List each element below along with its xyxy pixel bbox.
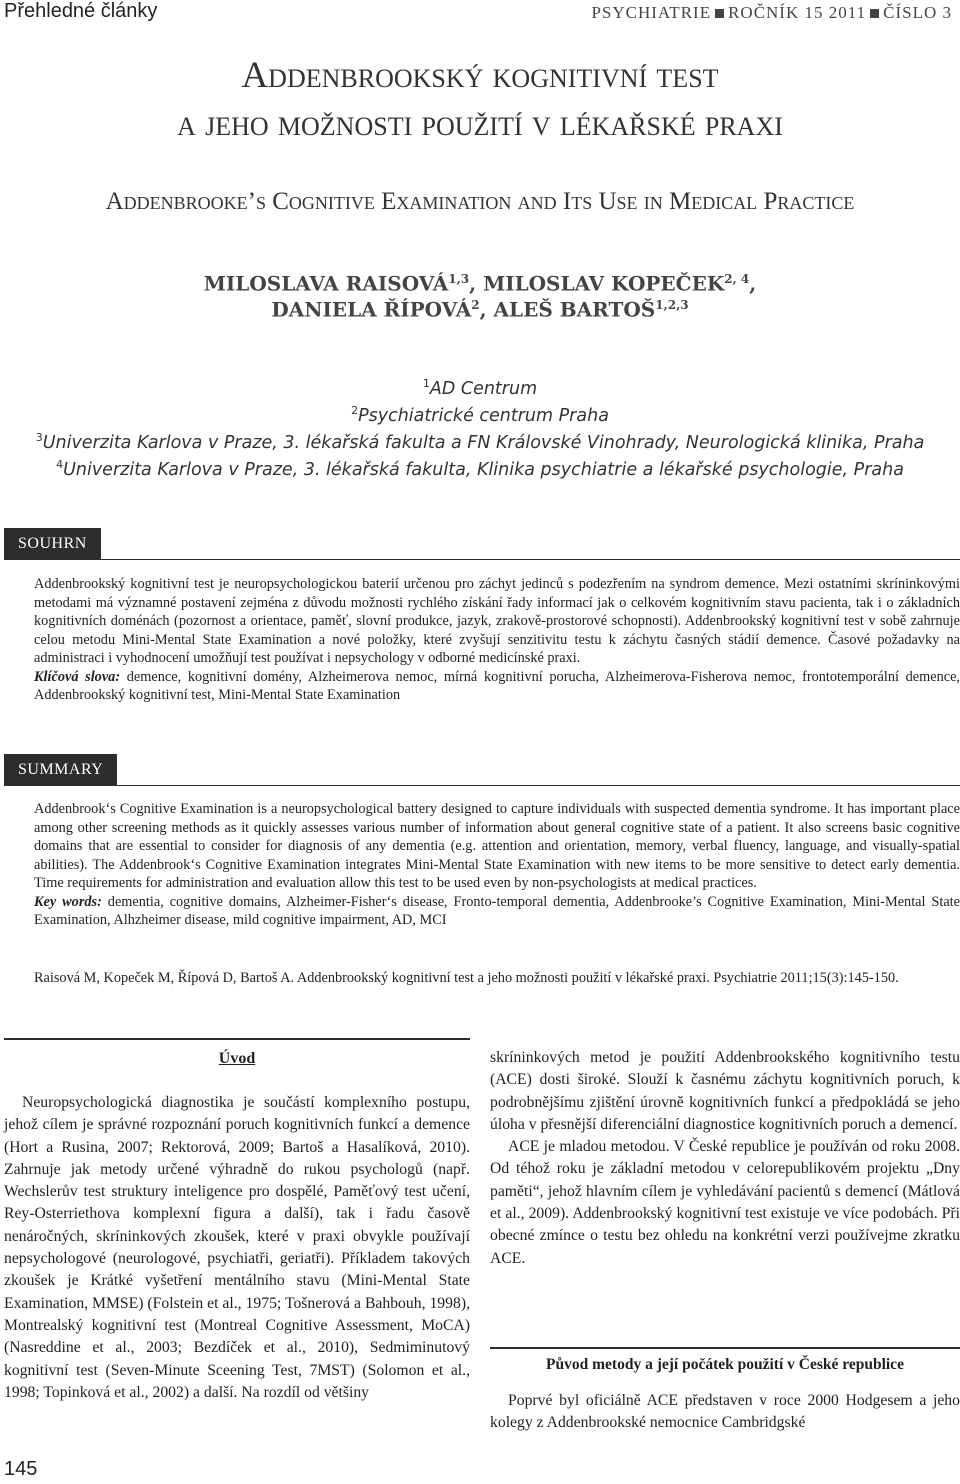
journal-issue: ČÍSLO 3	[883, 3, 952, 22]
square-bullet-icon	[870, 9, 879, 18]
journal-volume: ROČNÍK 15	[728, 3, 824, 22]
page-number: 145	[4, 1458, 38, 1480]
origin-heading: Původ metody a její počátek použití v České republice	[546, 1356, 904, 1373]
journal-name: PSYCHIATRIE	[591, 3, 712, 22]
affiliation-3: $^3$Univerzita Karlova v Praze, 3. lékařská fakulta a FN Královské Vinohrady, Neurologická klinika, Praha	[35, 431, 925, 453]
journal-header	[591, 3, 952, 23]
author-2: MILOSLAV KOPEČEK	[483, 271, 725, 296]
summary-keywords	[34, 893, 960, 930]
souhrn-rule	[4, 559, 960, 560]
intro-paragraph-2: skríninkových metod je použití Addenbrookského kognitivního testu (ACE) dosti široké. Slouží k časnému záchytu kognitivních poruch, k podrobnějšímu zjištění úrovně kognitivních funkcí a předpokládá se jeho úloha v přesnější diferenciální diagnostice kognitivních poruch a demencí.	[490, 1049, 960, 1133]
right-column	[490, 1047, 960, 1270]
summary-rule	[4, 785, 960, 786]
summary-label: SUMMARY	[4, 754, 117, 786]
square-bullet-icon	[715, 9, 724, 18]
souhrn-text: Addenbrookský kognitivní test je neuropsychologickou baterií určenou pro záchyt jedinců s podezřením na syndrom demence. Mezi ostatními skríninkovými metodami má významné postavení zejména z důvodu možnosti rychlého získání řady informací jak o celkovém kognitivním stavu pacienta, tak i o základních kognitivních doménách (pozornost a orientace, paměť, slovní produkce, jazyk, zrakově-prostorové schopnosti). Addenbrookský kognitivní test v sobě zahrnuje celou metodu Mini-Mental State Examination a nové položky, které zvyšují senzitivitu testu k záchytu časných stádií demence. Časové požadavky na administraci i vyhodnocení umožňují test používat i nepsychology v odborné medicínské praxi.	[34, 576, 960, 666]
keywords-text: demence, kognitivní domény, Alzheimerova nemoc, mírná kognitivní porucha, Alzheimerova-Fisherova nemoc, frontotemporální demence, Addenbrookský kognitivní test, Mini-Mental State Examination	[34, 668, 960, 703]
souhrn-abstract	[34, 575, 960, 705]
journal-year: 2011	[828, 3, 867, 22]
author-4-affil: 1,2,3	[655, 298, 689, 312]
heading-rule	[490, 1347, 960, 1349]
souhrn-label: SOUHRN	[4, 528, 101, 560]
left-column	[4, 1092, 470, 1404]
summary-abstract	[34, 800, 960, 930]
intro-paragraph-1: Neuropsychologická diagnostika je součástí komplexního postupu, jehož cílem je správné rozpoznání poruch kognitivních funkcí a demence (Hort a Rusina, 2007; Rektorová, 2009; Bartoš a Hasalíková, 2010). Zahrnuje jak metody určené výhradně do rukou psychologů (např. Wechslerův test struktury inteligence pro dospělé, Paměťový test učení, Rey-Osterriethova komplexní figura a další), tak i řadu časově nenáročných, skríninkových zkoušek, které v praxi obvykle používají nepsychologové (neurologové, psychiatři, geriatři). Příkladem takových zkoušek je Krátké vyšetření mentálního stavu (Mini-Mental State Examination, MMSE) (Folstein et al., 1975; Tošnerová a Bahbouh, 1998), Montrealský kognitivní test (Montreal Cognitive Assessment, MoCA) (Nasreddine et al., 2003; Bezdíček et al., 2010), Sedmiminutový kognitivní test (Seven-Minute Sceening Test, 7MST) (Solomon et al., 1998; Topinková et al., 2002) a další. Na rozdíl od většiny	[4, 1094, 470, 1401]
intro-paragraph-3: ACE je mladou metodou. V České republice je používán od roku 2008. Od téhož roku je základní metodou v celorepublikovém projektu „Dny paměti“, jehož hlavním cílem je vyhledávání pacientů s demencí (Mátlová et al., 2009). Addenbrookský kognitivní test existuje ve více podobách. Při obecné zmínce o testu bez ohledu na konkrétní verzi používejme zkratku ACE.	[490, 1138, 960, 1267]
section-label: Přehledné články	[4, 0, 158, 22]
title-line-1: Addenbrookský kognitivní test	[241, 55, 719, 96]
author-3: DANIELA ŘÍPOVÁ	[271, 297, 472, 322]
author-3-affil: 2	[471, 298, 480, 312]
intro-heading-block	[4, 1038, 470, 1068]
citation: Raisová M, Kopeček M, Řípová D, Bartoš A. Addenbrookský kognitivní test a jeho možnosti použití v lékařské praxi. Psychiatrie 2011;15(3):145-150.	[34, 970, 899, 986]
author-1-affil: 1,3	[448, 272, 470, 286]
author-1: MILOSLAVA RAISOVÁ	[203, 271, 449, 296]
keywords-label-en: Key words:	[34, 893, 102, 910]
title-line-2: a jeho možnosti použití v lékařské praxi	[177, 103, 783, 144]
affiliation-1: $^1$AD Centrum	[422, 377, 538, 399]
affiliation-2: $^2$Psychiatrické centrum Praha	[351, 404, 609, 426]
author-2-affil: 2, 4	[724, 272, 750, 286]
english-title: Addenbrooke’s Cognitive Examination and Its Use in Medical Practice	[105, 188, 855, 215]
keywords-text-en: dementia, cognitive domains, Alzheimer-Fisher‘s disease, Fronto-temporal dementia, Addenbrooke’s Cognitive Examination, Mini-Mental State Examination, Alhzheimer disease, mild cognitive impairment, AD, MCI	[34, 893, 960, 928]
authors-line-1: MILOSLAVA RAISOVÁ$^{1,3}$, MILOSLAV KOPEČEK$^{2, 4}$,	[203, 271, 757, 296]
keywords-label: Klíčová slova:	[34, 668, 121, 685]
origin-paragraph-1: Poprvé byl oficiálně ACE představen v roce 2000 Hodgesem a jeho kolegy z Addenbrookské nemocnice Cambridgské	[490, 1392, 960, 1432]
heading-rule	[4, 1038, 470, 1040]
affiliation-4: $^4$Univerzita Karlova v Praze, 3. lékařská fakulta, Klinika psychiatrie a lékařské psychologie, Praha	[56, 458, 904, 480]
authors-line-2: DANIELA ŘÍPOVÁ$^2$, ALEŠ BARTOŠ$^{1,2,3}$	[271, 297, 689, 322]
souhrn-keywords	[34, 668, 960, 705]
summary-text: Addenbrook‘s Cognitive Examination is a neuropsychological battery designed to capture individuals with suspected dementia syndrome. It has important place among other screening methods as it quickly assesses various number of information about general cognitive state of a patient. It also screens basic cognitive domains that are essential to consider for diagnosis of any dementia (e.g. attention and orientation, memory, verbal fluency, language, and visually-spatial abilities). The Addenbrook‘s Cognitive Examination integrates Mini-Mental State Examination with new items to be more sensitive to detect early dementia. Time requirements for administration and evaluation allow this test to be used even by non-psychologists at medical practices.	[34, 801, 960, 891]
origin-heading-block	[490, 1347, 960, 1374]
origin-text	[490, 1390, 960, 1435]
author-4: ALEŠ BARTOŠ	[493, 297, 656, 322]
intro-heading: Úvod	[218, 1050, 256, 1067]
